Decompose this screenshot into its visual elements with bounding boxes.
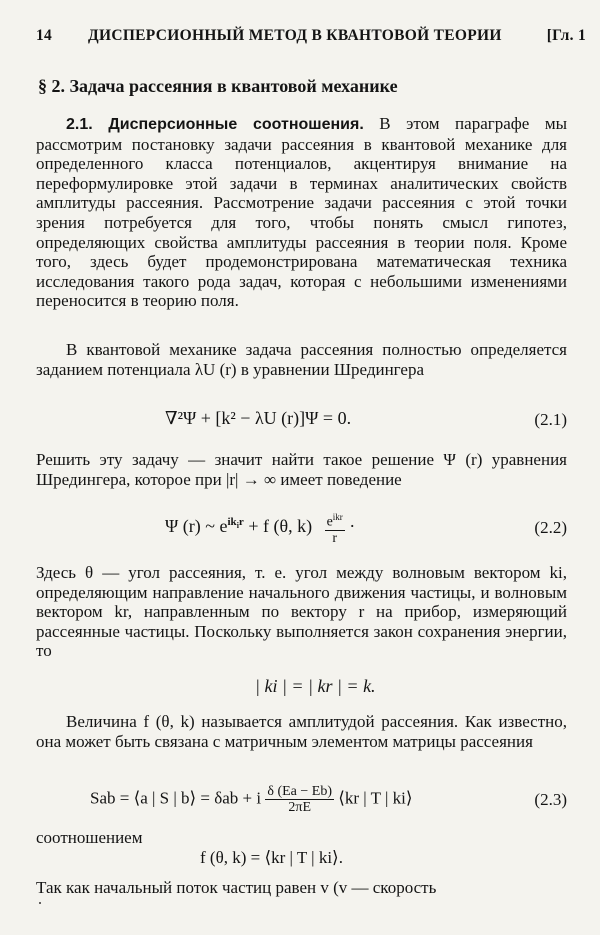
page-number: 14	[36, 27, 53, 44]
eq-2-2-frac-num: e	[326, 514, 333, 530]
eq-2-2-tail: ·	[344, 515, 356, 536]
paragraph-potential-text: В квантовой механике задача рассеяния полностью определяется заданием потенциала λU (r) в уравнении Шредингера	[36, 340, 567, 379]
paragraph-angle-text: Здесь θ — угол рассеяния, т. е. угол между волновым вектором ki, определяющим направление начального движения частицы, и волновым вектором kr, направленным по вектору r на прибор, измеряющий рассеянные частицы. Поскольку выполняется закон сохранения энергии, то	[36, 563, 567, 661]
equation-number-2-2: (2.2)	[534, 518, 567, 537]
paragraph-solution	[36, 450, 567, 489]
subsection-text: В этом параграфе мы рассмотрим постановку задачи рассеяния в квантовой механике для определенного класса потенциалов, акцентируя внимание на переформулировке этой задачи в терминах аналитических свойств амплитуды рассеяния. Рассмотрение задачи рассеяния с этой точки зрения потребуется для того, чтобы понять смысл гипотез, определяющих свойства амплитуды рассеяния в теории поля. Кроме того, здесь будет продемонстрирована математическая техника исследования такого рода задач, которая с небольшими изменениями переносится в теорию поля.	[36, 114, 567, 311]
equation-2-1: ∇²Ψ + [k² − λU (r)]Ψ = 0.	[165, 408, 352, 428]
paragraph-relation-text: соотношением	[36, 828, 143, 847]
paragraph-flux	[36, 878, 567, 898]
eq-2-2-fraction	[325, 510, 345, 546]
eq-2-2-exp-sub: i	[236, 521, 239, 531]
paragraph-solution-text: Решить эту задачу — значит найти такое решение Ψ (r) уравнения Шредингера, которое при |r| → ∞ имеет поведение	[36, 450, 567, 489]
eq-2-3-fraction	[265, 784, 334, 815]
paragraph-amplitude-text: Величина f (θ, k) называется амплитудой рассеяния. Как известно, она может быть связана с матричным элементом матрицы рассеяния	[36, 712, 567, 751]
subsection-heading: 2.1. Дисперсионные соотношения.	[66, 116, 364, 133]
eq-2-3-frac-num: δ (Ea − Eb)	[267, 784, 333, 799]
eq-2-2-frac-num-exp: ikr	[332, 512, 343, 522]
paragraph-angle	[36, 563, 567, 661]
chapter-marker: [Гл. 1	[546, 27, 586, 44]
paragraph-intro	[36, 114, 567, 311]
print-speck	[39, 902, 41, 904]
eq-2-2-mid: + f (θ, k)	[243, 515, 313, 536]
paragraph-amplitude	[36, 712, 567, 751]
equation-energy: | ki | = | kr | = k.	[255, 676, 376, 696]
equation-2-2	[165, 510, 355, 550]
eq-2-3-rhs: ⟨kr | T | ki⟩	[338, 788, 413, 808]
eq-2-3-lhs: Sab = ⟨a | S | b⟩ = δab + i	[90, 788, 262, 808]
running-header	[36, 27, 586, 49]
eq-2-2-lhs: Ψ (r) ~ e	[165, 515, 228, 536]
equation-f: f (θ, k) = ⟨kr | T | ki⟩.	[200, 848, 343, 867]
equation-number-2-1: (2.1)	[534, 410, 567, 429]
eq-2-2-exp: ik	[227, 515, 237, 528]
paragraph-flux-text: Так как начальный поток частиц равен v (v — скорость	[36, 878, 437, 897]
equation-2-3	[90, 784, 413, 820]
eq-2-2-exp-tail: r	[238, 515, 244, 528]
eq-2-3-frac-den: 2πE	[288, 800, 311, 815]
equation-number-2-3: (2.3)	[534, 790, 567, 809]
eq-2-2-frac-den: r	[332, 530, 338, 546]
running-title: ДИСПЕРСИОННЫЙ МЕТОД В КВАНТОВОЙ ТЕОРИИ	[88, 27, 502, 44]
section-title: § 2. Задача рассеяния в квантовой механике	[38, 76, 398, 96]
paragraph-potential	[36, 340, 567, 379]
paragraph-relation	[36, 828, 567, 848]
